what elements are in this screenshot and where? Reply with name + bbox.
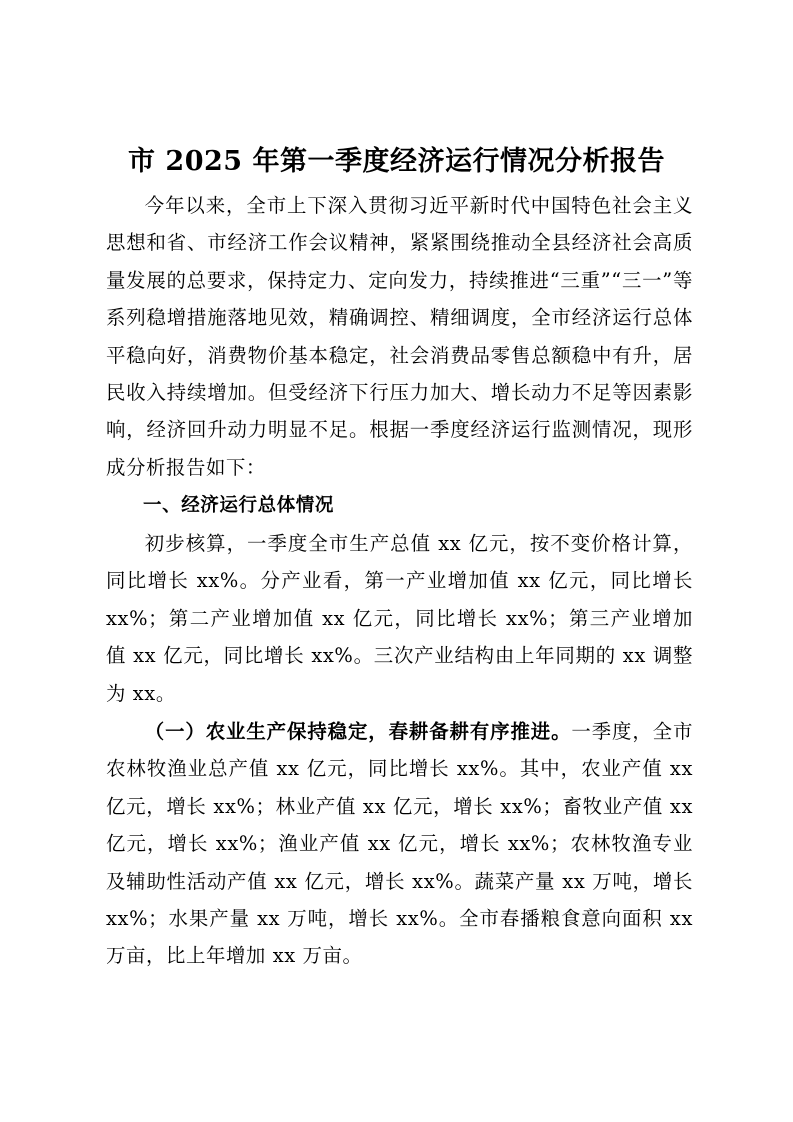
- agriculture-text: 一季度，全市农林牧渔业总产值 xx 亿元，同比增长 xx%。其中，农业产值 xx 亿元，增长 xx%；林业产值 xx 亿元，增长 xx%；畜牧业产值 xx 亿元，增长 xx%；渔业产值 xx 亿元，增长 xx%；农林牧渔专业及辅助性活动产值 xx 亿元，增长 xx%。蔬菜产量 xx 万吨，增长 xx%；水果产量 xx 万吨，增长 xx%。全市春播粮食意向面积 xx 万亩，比上年增加 xx 万亩。: [106, 720, 693, 968]
- intro-paragraph: 今年以来，全市上下深入贯彻习近平新时代中国特色社会主义思想和省、市经济工作会议精神，紧紧围绕推动全县经济社会高质量发展的总要求，保持定力、定向发力，持续推进“三重”“三一”等系列稳增措施落地见效，精确调控、精细调度，全市经济运行总体平稳向好，消费物价基本稳定，社会消费品零售总额稳中有升，居民收入持续增加。但受经济下行压力加大、增长动力不足等因素影响，经济回升动力明显不足。根据一季度经济运行监测情况，现形成分析报告如下：: [106, 194, 693, 479]
- subsection-heading: （一）农业生产保持稳定，春耕备耕有序推进。: [144, 720, 572, 743]
- overview-paragraph: 初步核算，一季度全市生产总值 xx 亿元，按不变价格计算，同比增长 xx%。分产业看，第一产业增加值 xx 亿元，同比增长 xx%；第二产业增加值 xx 亿元，同比增长 xx%；第三产业增加值 xx 亿元，同比增长 xx%。三次产业结构由上年同期的 xx 调整为 xx。: [106, 532, 693, 705]
- section-heading: 一、经济运行总体情况: [143, 495, 335, 516]
- document-title: 市 2025 年第一季度经济运行情况分析报告: [128, 146, 665, 177]
- agriculture-paragraph: [106, 713, 693, 975]
